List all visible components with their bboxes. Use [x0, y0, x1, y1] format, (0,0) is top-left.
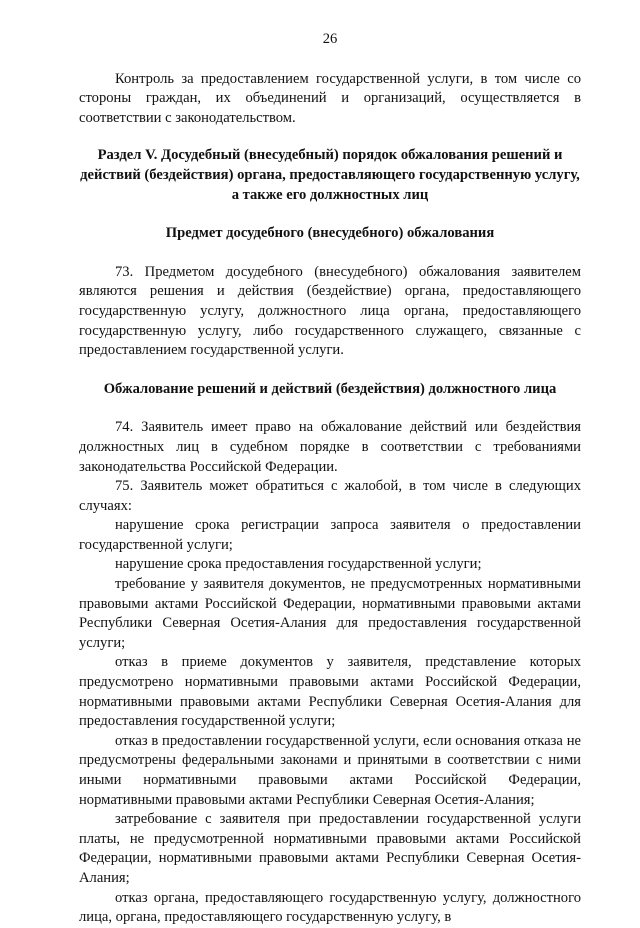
case-item: отказ в приеме документов у заявителя, представление которых предусмотрено нормативными правовыми актами Российской Федерации, нормативными правовыми актами Республики Северная Осетия-Алания для предоставления государственной услуги;: [79, 654, 581, 730]
case-item: отказ органа, предоставляющего государственную услугу, должностного лица, органа, предоставляющего государственную услугу, в: [79, 889, 581, 926]
case-item: отказ в предоставлении государственной услуги, если основания отказа не предусмотрены федеральными законами и принятыми в соответствии с ними иными нормативными правовыми актами Российской Федерации, нормативными правовыми актами Республики Северная Осетия-Алания;: [79, 732, 581, 808]
case-item: нарушение срока регистрации запроса заявителя о предоставлении государственной услуги;: [79, 517, 581, 553]
section-heading: Раздел V. Досудебный (внесудебный) порядок обжалования решений и действий (бездействия) органа, предоставляющего государственную услугу, а также его должностных лиц: [80, 147, 580, 203]
case-item: затребование с заявителя при предоставлении государственной услуги платы, не предусмотренной нормативными правовыми актами Российской Федерации, нормативными правовыми актами Республики Северная Осетия-Алания;: [79, 811, 581, 886]
case-item: требование у заявителя документов, не предусмотренных нормативными правовыми актами Российской Федерации, нормативными правовыми актами Республики Северная Осетия-Алания для предоставления государственной услуги;: [79, 576, 581, 651]
document-page: [79, 30, 581, 928]
paragraph-74: 74. Заявитель имеет право на обжалование действий или бездействия должностных лиц в судебном порядке в соответствии с требованиями законодательства Российской Федерации.: [79, 419, 581, 475]
subheading-subject-of-appeal: Предмет досудебного (внесудебного) обжалования: [165, 225, 495, 242]
intro-paragraph: Контроль за предоставлением государственной услуги, в том числе со стороны граждан, их объединений и организаций, осуществляется в соответствии с законодательством.: [79, 70, 581, 126]
page-number: 26: [322, 31, 338, 47]
paragraph-75: 75. Заявитель может обратиться с жалобой, в том числе в следующих случаях:: [79, 478, 581, 514]
subheading-appeal-of-official: Обжалование решений и действий (бездействия) должностного лица: [103, 380, 557, 397]
paragraph-73: 73. Предметом досудебного (внесудебного) обжалования заявителем являются решения и действия (бездействие) органа, предоставляющего государственную услугу, должностного лица органа, предоставляющего государственную услугу, либо государственного служащего, связанные с предоставлением государственной услуги.: [79, 263, 581, 359]
case-item: нарушение срока предоставления государственной услуги;: [115, 556, 482, 573]
